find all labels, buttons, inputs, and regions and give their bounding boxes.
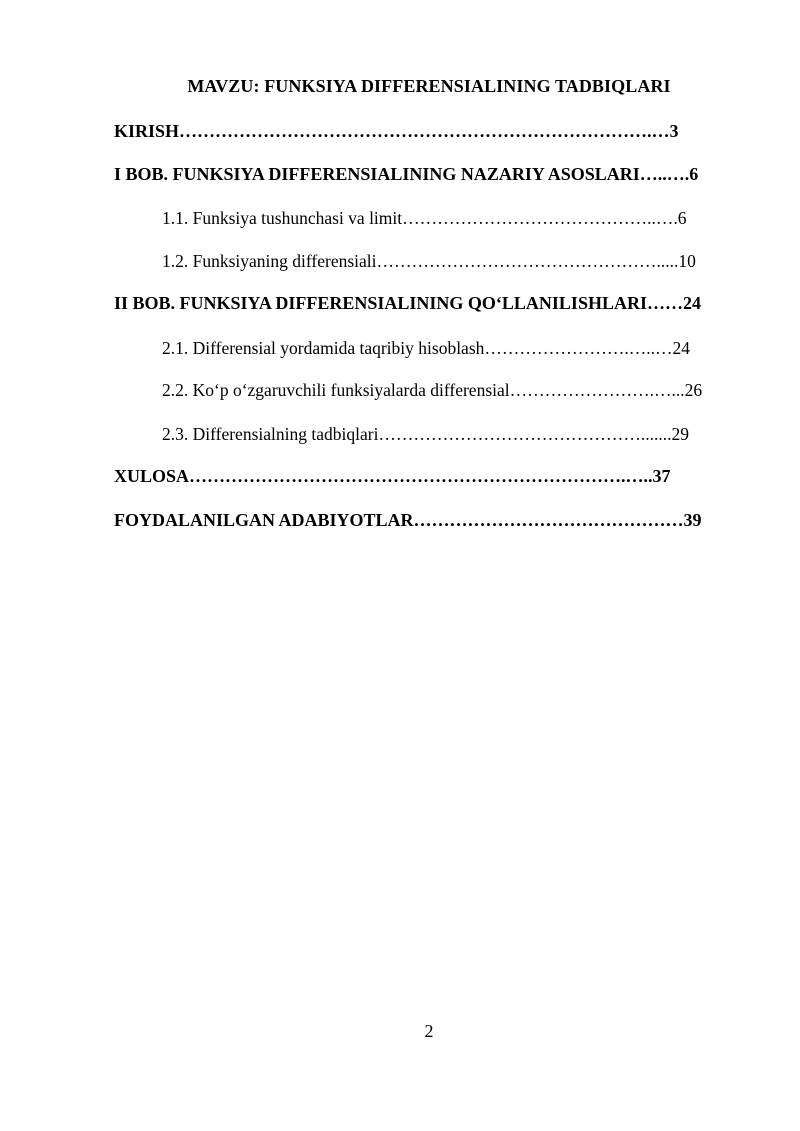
toc-entry-conclusion: XULOSA……………………………………………………………….…..37 bbox=[114, 466, 671, 486]
toc-entry-chapter-1: I BOB. FUNKSIYA DIFFERENSIALINING NAZARIY ASOSLARI…..….6 bbox=[114, 164, 699, 184]
toc-entry-introduction: KIRISH…………………………………………………………………….…3 bbox=[114, 121, 679, 141]
toc-entry-section-1-2: 1.2. Funksiyaning differensiali………………………………………….....10 bbox=[162, 251, 696, 271]
toc-entry-section-2-3: 2.3. Differensialning tadbiqlari……………………………………….......29 bbox=[162, 424, 690, 444]
toc-entry-section-2-2: 2.2. Ko‘p o‘zgaruvchili funksiyalarda differensial…………………….…...26 bbox=[162, 380, 703, 400]
toc-entry-section-2-1: 2.1. Differensial yordamida taqribiy hisoblash…………………….…..…24 bbox=[162, 338, 691, 358]
toc-entry-section-1-1: 1.1. Funksiya tushunchasi va limit……………………………………..….6 bbox=[162, 208, 687, 228]
toc-entry-chapter-2: II BOB. FUNKSIYA DIFFERENSIALINING QO‘LLANILISHLARI……24 bbox=[114, 293, 701, 313]
toc-entry-references: FOYDALANILGAN ADABIYOTLAR………………………………………39 bbox=[114, 510, 702, 530]
page-title: MAVZU: FUNKSIYA DIFFERENSIALINING TADBIQLARI bbox=[187, 76, 671, 96]
page-number: 2 bbox=[424, 1021, 434, 1041]
